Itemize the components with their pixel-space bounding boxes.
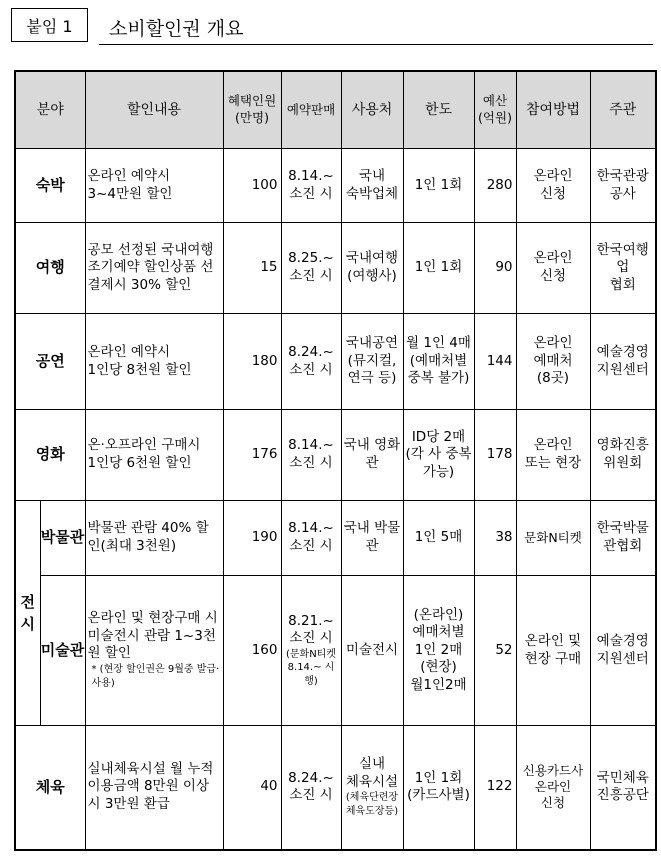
row-limit: 1인 1회 xyxy=(403,149,474,223)
col-header-place: 사용처 xyxy=(341,71,403,149)
row-place: 국내 박물관 xyxy=(341,501,403,576)
col-header-content: 할인내용 xyxy=(85,71,223,149)
row-place: 미술전시 xyxy=(341,576,403,726)
row-people: 40 xyxy=(223,726,281,850)
row-field: 박물관 xyxy=(40,501,85,576)
row-limit: 1인 1회 (카드사별) xyxy=(403,726,474,850)
row-place: 국내여행 (여행사) xyxy=(341,223,403,314)
row-method: 온라인 및 현장 구매 xyxy=(516,576,590,726)
row-people: 15 xyxy=(223,223,281,314)
row-people: 180 xyxy=(223,314,281,410)
row-content: 온·오프라인 구매시 1인당 6천원 할인 xyxy=(85,410,223,501)
row-method: 온라인 또는 현장 xyxy=(516,410,590,501)
row-content-cell xyxy=(85,576,223,726)
table-row xyxy=(15,314,656,410)
row-org: 한국박물 관협회 xyxy=(590,501,656,576)
row-people: 160 xyxy=(223,576,281,726)
row-content-note: * (현장 할인권은 9월중 발급·사용) xyxy=(91,663,220,689)
row-field: 공연 xyxy=(15,314,85,410)
row-place-cell xyxy=(341,726,403,850)
row-sale: 8.14.~ 소진 시 xyxy=(281,149,341,223)
row-content: 온라인 예약시 3~4만원 할인 xyxy=(85,149,223,223)
table-row xyxy=(15,501,656,576)
row-org: 한국여행업 협회 xyxy=(590,223,656,314)
row-limit: 1인 1회 xyxy=(403,223,474,314)
row-limit: 1인 5매 xyxy=(403,501,474,576)
title-bar xyxy=(11,8,653,46)
row-org: 국민체육 진흥공단 xyxy=(590,726,656,850)
row-method: 온라인 예매처 (8곳) xyxy=(516,314,590,410)
row-budget: 52 xyxy=(474,576,516,726)
row-method: 문화N티켓 xyxy=(516,501,590,576)
row-place: 국내 영화관 xyxy=(341,410,403,501)
row-people: 100 xyxy=(223,149,281,223)
row-sale: 8.25.~ 소진 시 xyxy=(281,223,341,314)
row-field: 미술관 xyxy=(40,576,85,726)
row-limit: 월 1인 4매 (예매처별 중복 불가) xyxy=(403,314,474,410)
row-field: 체육 xyxy=(15,726,85,850)
row-place: 실내 체육시설 xyxy=(345,756,399,790)
row-place: 국내공연 (뮤지컬, 연극 등) xyxy=(341,314,403,410)
title-underline xyxy=(99,44,653,45)
row-org: 영화진흥 위원회 xyxy=(590,410,656,501)
row-place: 국내 숙박업체 xyxy=(341,149,403,223)
row-org: 예술경영 지원센터 xyxy=(590,314,656,410)
col-header-people: 혜택인원 (만명) xyxy=(223,71,281,149)
table-row xyxy=(15,223,656,314)
row-budget: 122 xyxy=(474,726,516,850)
row-limit: (온라인) 예매처별 1인 2매 (현장) 월1인2매 xyxy=(403,576,474,726)
col-header-method: 참여방법 xyxy=(516,71,590,149)
row-field: 여행 xyxy=(15,223,85,314)
row-sale: 8.14.~ 소진 시 xyxy=(281,501,341,576)
table-row xyxy=(15,149,656,223)
row-budget: 90 xyxy=(474,223,516,314)
row-field: 숙박 xyxy=(15,149,85,223)
row-org: 예술경영 지원센터 xyxy=(590,576,656,726)
row-budget: 144 xyxy=(474,314,516,410)
attachment-tag: 붙임 1 xyxy=(11,8,88,42)
row-field: 영화 xyxy=(15,410,85,501)
row-sale: 8.21.~ 소진 시 xyxy=(288,612,334,647)
table-row xyxy=(15,576,656,726)
row-method: 온라인 신청 xyxy=(516,223,590,314)
table-row xyxy=(15,410,656,501)
row-content: 박물관 관람 40% 할인(최대 3천원) xyxy=(85,501,223,576)
col-header-org: 주관 xyxy=(590,71,656,149)
row-place-note: (체육단련장 체육도장등) xyxy=(345,792,399,817)
row-content: 온라인 예약시 1인당 8천원 할인 xyxy=(85,314,223,410)
row-people: 176 xyxy=(223,410,281,501)
page-title: 소비할인권 개요 xyxy=(109,18,244,40)
row-method: 신용카드사 온라인 신청 xyxy=(516,726,590,850)
row-sale: 8.14.~ 소진 시 xyxy=(281,410,341,501)
group-label-exhibition: 전 시 xyxy=(15,501,40,726)
header-row xyxy=(15,71,656,149)
row-sale-cell xyxy=(281,576,341,726)
row-method: 온라인 신청 xyxy=(516,149,590,223)
col-header-sale: 예약판매 xyxy=(281,71,341,149)
col-header-field: 분야 xyxy=(15,71,85,149)
row-budget: 178 xyxy=(474,410,516,501)
row-content: 공모 선정된 국내여행 조기예약 할인상품 선결제시 30% 할인 xyxy=(85,223,223,314)
table-row xyxy=(15,726,656,850)
row-sale-note: (문화N티켓 8.14.~ 시 행) xyxy=(285,648,337,687)
col-header-budget: 예산 (억원) xyxy=(474,71,516,149)
row-sale: 8.24.~ 소진 시 xyxy=(281,726,341,850)
col-header-limit: 한도 xyxy=(403,71,474,149)
discount-table xyxy=(14,70,657,851)
row-content: 실내체육시설 월 누적 이용금액 8만원 이상시 3만원 환급 xyxy=(85,726,223,850)
row-people: 190 xyxy=(223,501,281,576)
row-sale: 8.24.~ 소진 시 xyxy=(281,314,341,410)
row-content: 온라인 및 현장구매 시 미술전시 관람 1~3천원 할인 xyxy=(87,610,218,662)
row-org: 한국관광 공사 xyxy=(590,149,656,223)
row-budget: 38 xyxy=(474,501,516,576)
row-limit: ID당 2매 (각 사 중복 가능) xyxy=(403,410,474,501)
row-budget: 280 xyxy=(474,149,516,223)
